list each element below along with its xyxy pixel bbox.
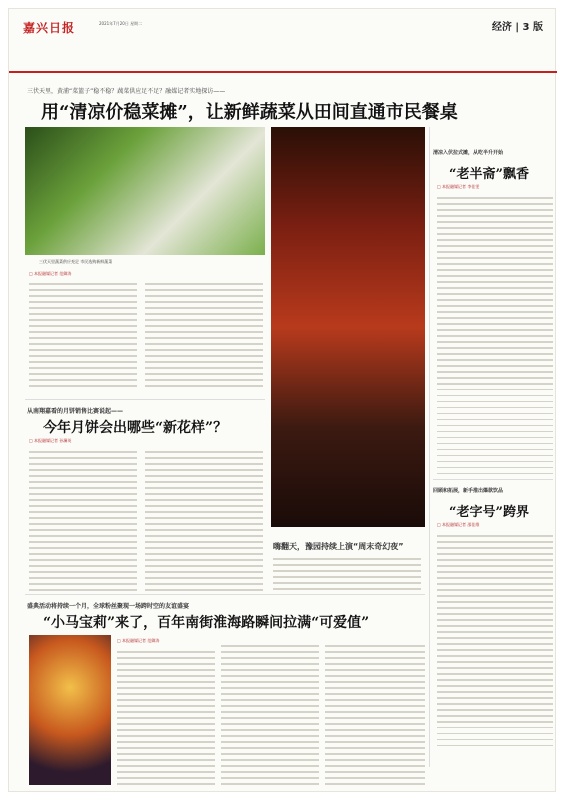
side1-title: “老半斋”飘香 bbox=[449, 167, 529, 182]
lead-bottom-divider bbox=[25, 399, 265, 400]
mid-body-left bbox=[29, 447, 137, 595]
section-label: 经济 | 3 版 bbox=[491, 22, 543, 33]
mid-kicker: 从南翔嘉看的月饼销售比赛说起—— bbox=[27, 408, 124, 415]
side1-kicker: 清凉入伏拉式摊，从吃半升开始 bbox=[433, 150, 504, 156]
lead-body-right bbox=[145, 279, 263, 391]
vegetable-market-photo bbox=[25, 127, 265, 255]
bottom-kicker: 盛典活动将持续一个月，全球粉丝聚现一场跨时空的友谊盛宴 bbox=[27, 603, 190, 610]
lead-headline: 用“清凉价稳菜摊”，让新鲜蔬菜从田间直通市民餐桌 bbox=[41, 102, 458, 123]
masthead bbox=[9, 9, 557, 73]
lead-byline: □ 本报融媒记者 范卿涛 bbox=[29, 271, 72, 276]
bottom-byline: □ 本报融媒记者 范卿涛 bbox=[117, 638, 160, 643]
center-caption: 嗨翻天，豫园持续上演“周末奇幻夜” bbox=[273, 542, 404, 551]
dateline: 2021年7月20日 星期二 bbox=[99, 21, 143, 26]
lead-body-left bbox=[29, 279, 137, 391]
pony-figure-photo bbox=[29, 635, 111, 785]
side2-body bbox=[437, 531, 553, 751]
mid-headline: 今年月饼会出哪些“新花样”？ bbox=[43, 420, 228, 436]
yuyuan-night-photo bbox=[271, 127, 425, 527]
side1-byline: □ 本报融媒记者 李佳雯 bbox=[437, 184, 480, 189]
mid-body-right bbox=[145, 447, 263, 595]
side1-body bbox=[437, 193, 553, 479]
bottom-body-left bbox=[117, 647, 215, 789]
lead-kicker: 三伏天里，黄浦“菜篮子”稳不稳？蔬菜供应足不足？融媒记者实地探访—— bbox=[27, 88, 226, 95]
bottom-body-right bbox=[325, 641, 425, 789]
side2-byline: □ 本报融媒记者 邵佳维 bbox=[437, 522, 480, 527]
bottom-body-middle bbox=[221, 641, 319, 789]
lead-photo-caption: 三伏天里蔬菜供应充足 市民选购新鲜蔬菜 bbox=[39, 259, 113, 264]
center-body bbox=[273, 554, 421, 594]
side2-title: “老字号”跨界 bbox=[449, 505, 529, 520]
mid-byline: □ 本报融媒记者 孙澜英 bbox=[29, 438, 72, 443]
bottom-headline: “小马宝莉”来了，百年南街淮海路瞬间拉满“可爱值” bbox=[43, 615, 370, 631]
newspaper-logo: 嘉兴日报 bbox=[23, 21, 76, 35]
column-divider bbox=[429, 127, 430, 767]
side-divider bbox=[433, 479, 553, 480]
side2-kicker: 回顾和拓展，新手推出爆款饮品 bbox=[433, 488, 504, 494]
newspaper-page bbox=[8, 8, 556, 792]
bottom-divider bbox=[25, 594, 425, 595]
